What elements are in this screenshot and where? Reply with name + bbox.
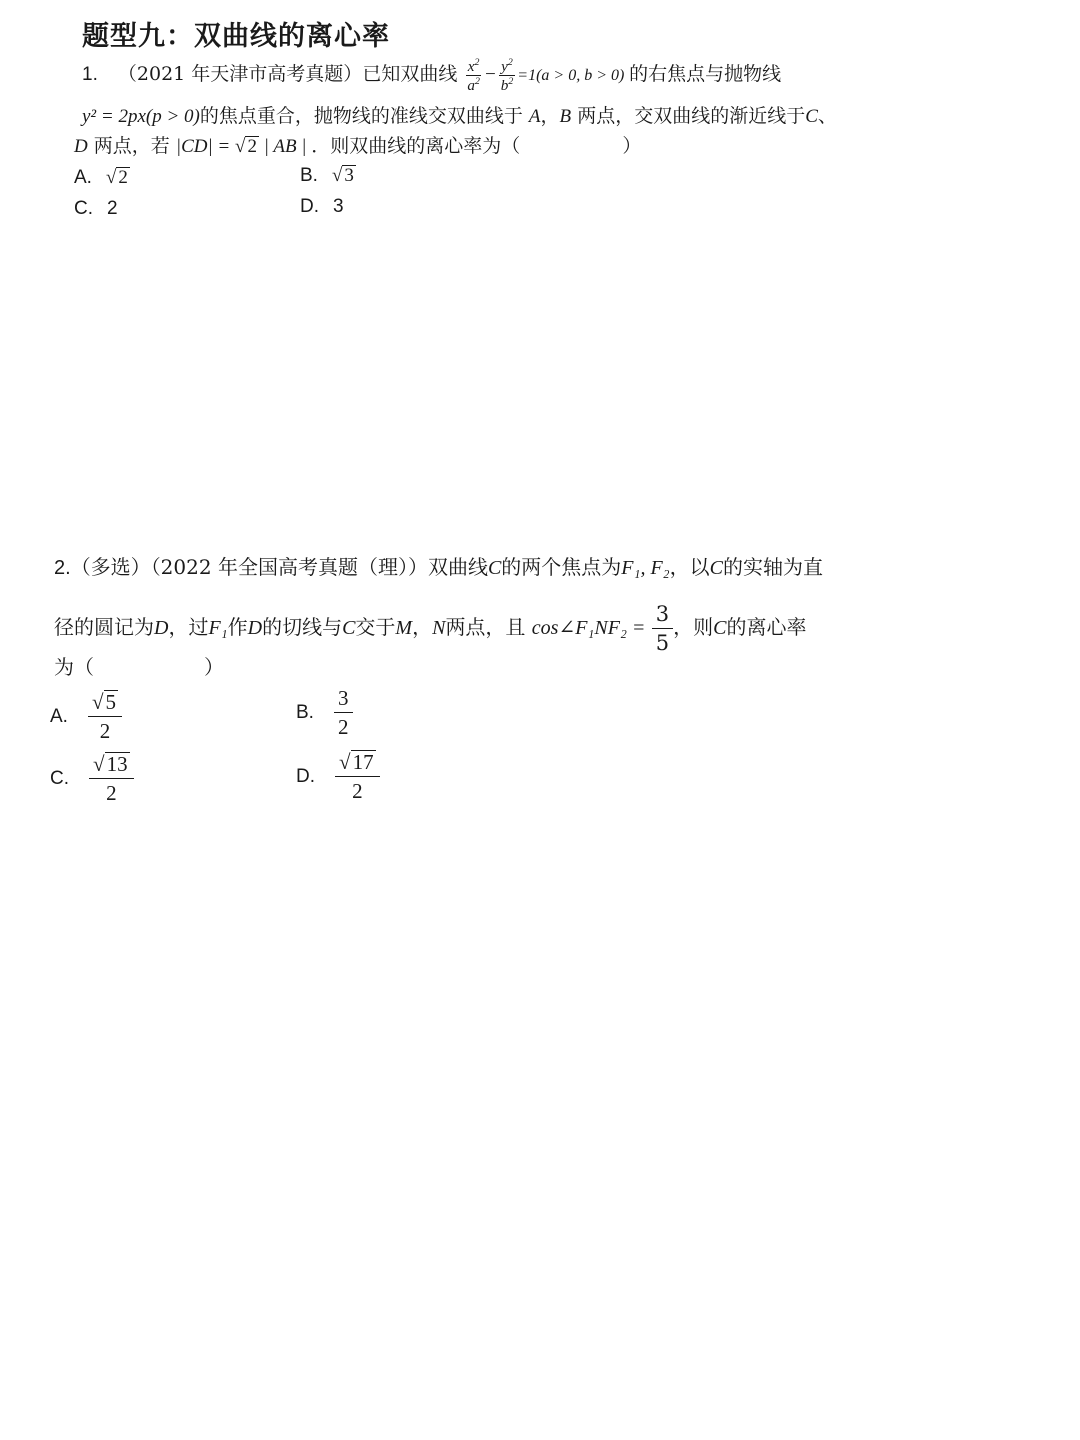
q1-line-2: y² = 2px(p > 0)的焦点重合，抛物线的准线交双曲线于 A，B 两点，交双曲线的渐近线于C、 [82,105,837,127]
q1-parabola-equation: y² = 2px(p > 0) [82,106,200,127]
q1-option-d: D. 3 [300,196,344,217]
q2-cos-expression: cos∠F₁NF₂ = [531,617,646,640]
q2-option-b: B. $\frac{3}{2}$ [296,686,353,739]
q1-source: （2021 年天津市高考真题） [117,63,363,86]
q2-foci: F₁, F₂ [621,557,670,579]
q2-line-3: 为（ ） [54,655,224,679]
q2-option-c: C. $\frac{√13}{2}$ [50,752,134,805]
q2-option-d: D. $\frac{√17}{2}$ [296,750,380,803]
q1-condition: |CD| = √ 2 | AB | [175,136,307,157]
q1-option-c: C. 2 [74,198,118,219]
q1-text-1: 已知双曲线 [362,63,458,86]
q1-option-b: B. √ 3 [300,165,354,186]
q2-line-1: 2.（多选）（2022 年全国高考真题（理））双曲线C的两个焦点为F₁, F₂，以C的实轴为直 [54,555,823,579]
q1-line-1 [82,58,781,94]
q1-text-2: 的右焦点与抛物线 [629,63,782,86]
q2-line-2: 径的圆记为D，过F₁作D的切线与C交于M，N两点，且 cos∠F₁NF₂ = $\frac{3}{5}$ ，则C的离心率 [54,602,807,656]
q2-option-a: A. $\frac{√5}{2}$ [50,690,122,743]
q1-line-3: D 两点，若 |CD| = √ 2 | AB | ．则双曲线的离心率为（ ） [74,135,642,157]
q1-hyperbola-equation: $\frac{x^2}{a^2}$ − $\frac{y^2}{b^2}$ =1(a > 0, b > 0) [467,57,625,95]
section-heading: 题型九：双曲线的离心率 [82,21,390,52]
q1-number: 1. [82,64,98,86]
q2-cos-fraction: $\frac{3}{5}$ [652,602,673,655]
q1-option-a: A. √ 2 [74,167,128,188]
